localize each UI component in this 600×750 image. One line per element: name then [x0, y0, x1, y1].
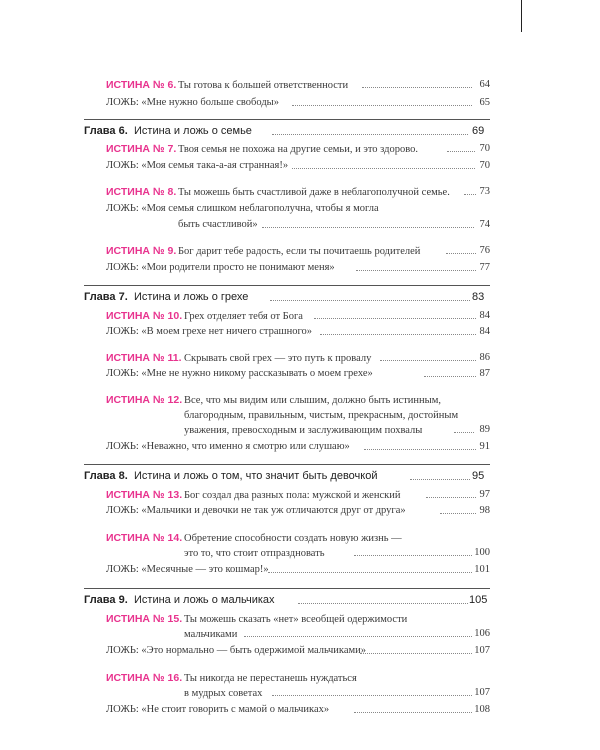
toc-entry-lie-16[interactable] [0, 703, 600, 719]
dot-leader [454, 423, 474, 433]
chapter-title: Истина и ложь о грехе [134, 291, 249, 303]
toc-entry-truth-15-cont[interactable] [0, 627, 600, 643]
truth-label: ИСТИНА № 12. [106, 394, 183, 406]
dot-leader [354, 546, 472, 556]
dot-leader [262, 218, 474, 228]
truth-title: Бог дарит тебе радость, если ты почитаешь родителей [178, 246, 421, 257]
toc-entry-lie-13[interactable] [0, 504, 600, 520]
toc-entry-lie-8-cont[interactable] [0, 218, 600, 234]
dot-leader [440, 504, 476, 514]
truth-title-continued: уважения, превосходным и заслуживающим похвалы [184, 425, 423, 436]
toc-entry-lie-8[interactable] [0, 202, 600, 218]
page-number: 98 [479, 505, 490, 516]
toc-entry-truth-16-cont[interactable] [0, 686, 600, 702]
dot-leader [410, 470, 470, 480]
page-number: 105 [469, 594, 488, 606]
page-number: 95 [472, 470, 485, 482]
page-number: 73 [479, 186, 490, 197]
dot-leader [292, 159, 475, 169]
page-number: 100 [474, 547, 490, 558]
section-divider [84, 588, 490, 589]
dot-leader [464, 185, 476, 195]
chapter-label: Глава 6. [84, 125, 128, 137]
lie-title: ЛОЖЬ: «Моя семья така-а-ая странная!» [106, 160, 289, 171]
truth-title: Все, что мы видим или слышим, должно быть истинным, [184, 395, 441, 406]
chapter-label: Глава 8. [84, 470, 128, 482]
dot-leader [360, 644, 472, 654]
chapter-label: Глава 9. [84, 594, 128, 606]
dot-leader [244, 627, 472, 637]
truth-title: Твоя семья не похожа на другие семьи, и это здорово. [178, 144, 418, 155]
section-divider [84, 285, 490, 286]
truth-label: ИСТИНА № 8. [106, 186, 177, 198]
truth-title: Ты никогда не перестанешь нуждаться [184, 673, 357, 684]
toc-entry-truth-13[interactable] [0, 488, 600, 504]
dot-leader [380, 351, 476, 361]
dot-leader [354, 703, 472, 713]
toc-entry-truth-12-cont[interactable] [0, 408, 600, 424]
page-number: 87 [479, 368, 490, 379]
lie-title: ЛОЖЬ: «Неважно, что именно я смотрю или слушаю» [106, 441, 350, 452]
toc-entry-truth-7[interactable] [0, 142, 600, 158]
toc-entry-lie-10[interactable] [0, 325, 600, 341]
lie-title: ЛОЖЬ: «В моем грехе нет ничего страшного» [106, 326, 312, 337]
truth-label: ИСТИНА № 11. [106, 352, 182, 364]
lie-title: ЛОЖЬ: «Мне не нужно никому рассказывать о моем грехе» [106, 368, 373, 379]
dot-leader [364, 440, 476, 450]
truth-title-continued: это то, что стоит отпраздновать [184, 548, 325, 559]
chapter-title: Истина и ложь о семье [134, 125, 252, 137]
lie-title: ЛОЖЬ: «Не стоит говорить с мамой о мальчиках» [106, 704, 330, 715]
truth-label: ИСТИНА № 7. [106, 143, 177, 155]
page-number: 76 [479, 245, 490, 256]
dot-leader [446, 244, 476, 254]
toc-entry-lie-14[interactable] [0, 563, 600, 579]
page-number: 108 [474, 704, 490, 715]
toc-entry-truth-16[interactable] [0, 671, 600, 687]
truth-title: Грех отделяет тебя от Бога [184, 311, 303, 322]
truth-title: Бог создал два разных пола: мужской и женский [184, 490, 401, 501]
toc-chapter-9[interactable] [0, 594, 600, 610]
truth-title-continued: мальчиками [184, 629, 238, 640]
toc-entry-truth-6[interactable] [0, 78, 600, 94]
toc-entry-lie-15[interactable] [0, 644, 600, 660]
toc-chapter-6[interactable] [0, 125, 600, 141]
truth-label: ИСТИНА № 15. [106, 613, 183, 625]
lie-title: ЛОЖЬ: «Мне нужно больше свободы» [106, 97, 279, 108]
toc-entry-lie-9[interactable] [0, 261, 600, 277]
toc-entry-truth-14-cont[interactable] [0, 546, 600, 562]
truth-title: Обретение способности создать новую жизнь — [184, 533, 402, 544]
lie-title-continued: быть счастливой» [178, 219, 258, 230]
truth-label: ИСТИНА № 10. [106, 310, 183, 322]
truth-title: Ты готова к большей ответственности [178, 80, 349, 91]
dot-leader [314, 309, 476, 319]
page-number: 89 [479, 424, 490, 435]
page-number: 84 [479, 310, 490, 321]
dot-leader [272, 125, 468, 135]
toc-entry-lie-12[interactable] [0, 440, 600, 456]
dot-leader [270, 291, 470, 301]
page-number: 70 [479, 143, 490, 154]
lie-title: ЛОЖЬ: «Моя семья слишком неблагополучна, чтобы я могла [106, 203, 379, 214]
chapter-title: Истина и ложь о том, что значит быть девочкой [134, 470, 378, 482]
dot-leader [356, 261, 476, 271]
toc-chapter-7[interactable] [0, 291, 600, 307]
dot-leader [362, 78, 472, 88]
truth-label: ИСТИНА № 13. [106, 489, 183, 501]
page-number: 107 [474, 687, 490, 698]
dot-leader [320, 325, 476, 335]
toc-entry-lie-7[interactable] [0, 159, 600, 175]
page-number: 64 [479, 79, 490, 90]
dot-leader [426, 488, 476, 498]
page-number: 83 [472, 291, 485, 303]
truth-title-continued: благородным, правильным, чистым, прекрасным, достойным [184, 410, 459, 421]
toc-chapter-8[interactable] [0, 470, 600, 486]
page-number: 69 [472, 125, 485, 137]
lie-title: ЛОЖЬ: «Месячные — это кошмар!» [106, 564, 269, 575]
lie-title: ЛОЖЬ: «Мальчики и девочки не так уж отличаются друг от друга» [106, 505, 406, 516]
toc-entry-truth-11[interactable] [0, 351, 600, 367]
lie-title: ЛОЖЬ: «Мои родители просто не понимают меня» [106, 262, 335, 273]
truth-label: ИСТИНА № 9. [106, 245, 177, 257]
chapter-title: Истина и ложь о мальчиках [134, 594, 275, 606]
truth-title: Ты можешь сказать «нет» всеобщей одержимости [184, 614, 408, 625]
truth-label: ИСТИНА № 6. [106, 79, 177, 91]
page-number: 91 [479, 441, 490, 452]
dot-leader [447, 142, 475, 152]
toc-entry-lie-6[interactable] [0, 96, 600, 112]
truth-label: ИСТИНА № 16. [106, 672, 183, 684]
page-number: 77 [479, 262, 490, 273]
truth-title: Скрывать свой грех — это путь к провалу [184, 353, 372, 364]
lie-title: ЛОЖЬ: «Это нормально — быть одержимой мальчиками» [106, 645, 367, 656]
page-number: 70 [479, 160, 490, 171]
page-number: 101 [474, 564, 490, 575]
section-divider [84, 119, 490, 120]
dot-leader [424, 367, 476, 377]
toc-entry-truth-12[interactable] [0, 393, 600, 409]
toc-entry-truth-14[interactable] [0, 531, 600, 547]
toc-entry-lie-11[interactable] [0, 367, 600, 383]
chapter-label: Глава 7. [84, 291, 128, 303]
page-number: 86 [479, 352, 490, 363]
dot-leader [292, 96, 472, 106]
toc-entry-truth-12-cont[interactable] [0, 423, 600, 439]
toc-entry-truth-10[interactable] [0, 309, 600, 325]
toc-entry-truth-9[interactable] [0, 244, 600, 260]
truth-title-continued: в мудрых советах [184, 688, 263, 699]
page-number: 65 [479, 97, 490, 108]
page-number: 97 [479, 489, 490, 500]
truth-label: ИСТИНА № 14. [106, 532, 183, 544]
page-number: 84 [479, 326, 490, 337]
page-number: 74 [479, 219, 490, 230]
truth-title: Ты можешь быть счастливой даже в неблагополучной семье. [178, 187, 450, 198]
page-number: 106 [474, 628, 490, 639]
page-number: 107 [474, 645, 490, 656]
dot-leader [272, 686, 472, 696]
section-divider [84, 464, 490, 465]
toc-entry-truth-15[interactable] [0, 612, 600, 628]
dot-leader [268, 563, 472, 573]
toc-entry-truth-8[interactable] [0, 185, 600, 201]
dot-leader [298, 594, 468, 604]
